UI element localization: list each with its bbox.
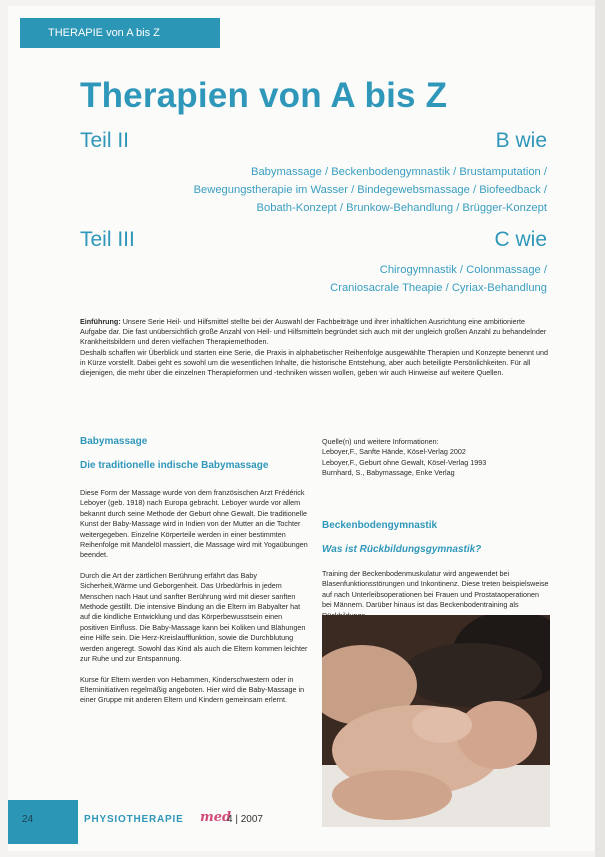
article-paragraph: Kurse für Eltern werden von Hebammen, Kinderschwestern oder in Elterninitiativen regelmäßig angeboten. Hier wird die Baby-Massage in einer Gruppe mit anderen Eltern und Kindern gemeinsam erlernt.: [80, 674, 305, 705]
topic-line: Craniosacrale Theapie / Cyriax-Behandlung: [330, 282, 547, 294]
article-paragraph: Training der Beckenbodenmuskulatur wird angewendet bei Blasenfunktionsstörungen und Inkontinenz. Diese treten beispielsweise auf nach Unterleibsoperationen bei Frauen und Prostataoperationen bei Männern. Darüber hinaus ist das Beckenbodentraining als: [322, 569, 549, 610]
section-header-bar: [20, 18, 220, 48]
intro-text: [80, 317, 550, 378]
page-title: Therapien von A bis Z: [80, 76, 448, 115]
topic-line: Babymassage / Beckenbodengymnastik / Brustamputation /: [250, 166, 547, 178]
baby-massage-photo: [322, 615, 550, 827]
part2-letter: B wie: [495, 129, 547, 152]
part2-topics: [167, 163, 547, 217]
topic-line: Chirogymnastik / Colonmassage /: [379, 264, 547, 276]
intro-lead: Einführung:: [80, 317, 121, 326]
sources-list: [322, 437, 550, 479]
intro-paragraph: Unsere Serie Heil- und Hilfsmittel stellte bei der Auswahl der Fachbeiträge und ihrer inhaltlichen Ausrichtung eine ambitionierte Aufgabe dar. Die fast unübersichtlich große Anzahl von Heil- und Hilfsmitteln begründet sich auch mit der ungleich großen Anzahl zu behandelnder Krankheitsbildern und deren vielfachen Therapiemethoden.: [80, 317, 547, 347]
part3-letter: C wie: [494, 228, 547, 251]
intro-paragraph: Deshalb schaffen wir Überblick und starten eine Serie, die Praxis in alphabetischer Reihenfolge ausgewählte Therapien und Konzepte benennt und in Kürze vorstellt. Dabei geht es sowohl um die wesentlichen Inhalte, die historische Entstehung, aber auch beteiligte Persönlichkeiten. Für all diejenigen, die mehr über die einzelnen Therapieformen und -techniken wissen wollen, geben wir auch Hinweise auf weitere Quellen.: [80, 347, 549, 378]
part3-label: Teil III: [80, 228, 135, 251]
source-line: Burnhard, S., Babymassage, Enke Verlag: [322, 468, 455, 478]
issue-number: 4 | 2007: [227, 814, 263, 825]
source-line: Leboyer,F., Sanfte Hände, Kösel-Verlag 2002: [322, 447, 466, 457]
article-paragraph: Diese Form der Massage wurde von dem französischen Arzt Frédérick Leboyer (geb. 1918) nach Europa gebracht. Leboyer wurde vor allem bekannt durch seine Methode der Geburt ohne Gewalt. Die traditionelle Kunst der Baby-Massage wird in Indien von der Mutter an die Tochter weitergegeben. Einzelne Körperteile werden in einer bestimmten Reihenfolge mit Mandelöl massiert, die Massage wird mit Yogaübungen beendet.: [80, 488, 308, 560]
section-title-beckenboden: Beckenbodengymnastik: [322, 520, 438, 531]
part3-topics: [167, 261, 547, 297]
part2-label: Teil II: [80, 129, 130, 152]
section-label: THERAPIE von A bis Z: [48, 27, 160, 39]
section-title-babymassage: Babymassage: [80, 436, 148, 447]
topic-line: Bewegungstherapie im Wasser / Bindegewebsmassage / Biofeedback /: [193, 184, 547, 196]
source-line: Quelle(n) und weitere Informationen:: [322, 437, 439, 446]
magazine-suffix: med: [200, 810, 232, 825]
section-subtitle-babymassage: Die traditionelle indische Babymassage: [80, 460, 269, 471]
topic-line: Bobath-Konzept / Brunkow-Behandlung / Brügger-Konzept: [256, 202, 547, 214]
magazine-name: PHYSIOTHERAPIE: [84, 814, 184, 825]
article-paragraph: Durch die Art der zärtlichen Berührung erfährt das Baby Sicherheit,Wärme und Geborgenheit. Das Urbedürfnis in jedem Menschen nach Haut und sanfter Berührung wird mit dieser sanften Methode gestillt. Die intensive Bindung an die Eltern im Babyalter hat auf die kindliche Entwicklung und das Körperbewusstsein einen positiven Einfluss. Die Baby-Massage kann bei Koliken und Blähungen eine Hilfe sein. Die Herz-Kreislaufffunktion, sowie die Durchblutung werden angeregt. Sowohl das Kind als auch die Eltern kommen leichter zur Ruhe und zur Entspannung.: [80, 570, 308, 664]
footer-bar: [8, 800, 78, 844]
section-subtitle-beckenboden: Was ist Rückbildungsgymnastik?: [322, 544, 482, 555]
source-line: Leboyer,F., Geburt ohne Gewalt, Kösel-Verlag 1993: [322, 457, 487, 467]
left-column-text: [80, 488, 308, 716]
page-number: 24: [22, 814, 34, 825]
page-edge: [595, 0, 605, 857]
